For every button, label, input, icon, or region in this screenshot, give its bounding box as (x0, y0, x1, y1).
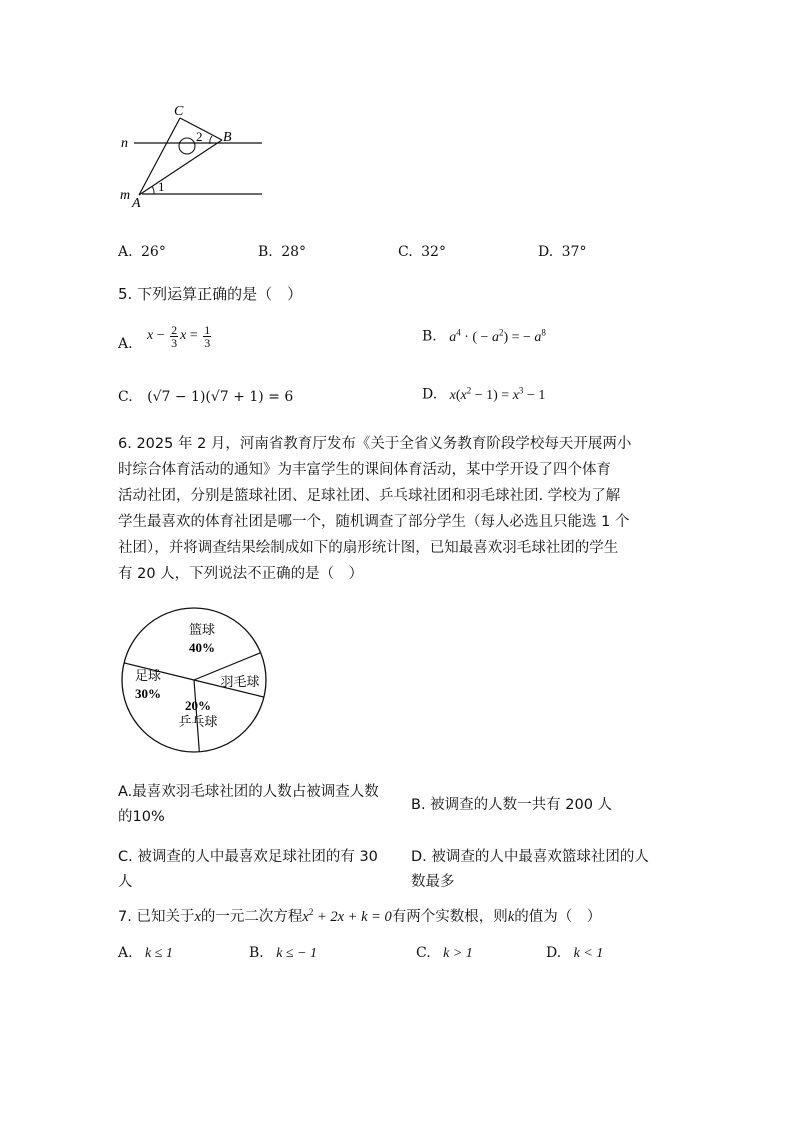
angle-mark-circle (179, 138, 195, 154)
q5-option-a[interactable] (118, 320, 213, 352)
pie-slice-percent: 40% (189, 640, 215, 655)
angle-1-arc (152, 186, 154, 194)
option-text: 26° (141, 244, 166, 260)
option-text: 37° (561, 244, 587, 260)
q6-stem-line-4: 学生最喜欢的体育社团是哪一个，随机调查了部分学生（每人必选且只能选 1 个 (118, 514, 630, 530)
expr-x2: x (180, 328, 187, 344)
fraction-two-thirds: $\frac{2}{3}$ (171, 322, 178, 350)
option-letter: C. (118, 389, 133, 405)
option-letter: A. (118, 336, 133, 352)
q6-stem-line-6: 有 20 人，下列说法不正确的是（ ） (118, 566, 364, 582)
q6-option-b[interactable]: B. 被调查的人数一共有 200 人 (411, 797, 613, 813)
expr-minus: − (153, 328, 169, 344)
label-a: A (132, 196, 141, 211)
pie-slice-name: 羽毛球 (220, 674, 260, 689)
q6-stem-line-1: 6. 2025 年 2 月，河南省教育厅发布《关于全省义务教育阶段学校每天开展两小 (118, 436, 632, 452)
pie-chart (110, 604, 280, 756)
q6-stem-line-3: 活动社团，分别是篮球社团、足球社团、乒乓球社团和羽毛球社团. 学校为了解 (118, 488, 621, 504)
q6-option-a-line-2: 的10% (118, 809, 165, 825)
q4-option-d[interactable] (538, 244, 586, 260)
q5-option-d[interactable]: D. $x(x^2 - 1) = x^3 - 1$ (422, 385, 546, 403)
q5-option-c[interactable] (118, 383, 293, 405)
option-letter: D. (546, 945, 562, 961)
pie-slice-name: 篮球 (188, 622, 216, 637)
q6-option-c-line-2: 人 (118, 874, 133, 890)
pie-slice-percent: 30% (135, 686, 161, 701)
q4-option-b[interactable] (258, 244, 306, 260)
geometry-figure (112, 100, 272, 212)
q6-option-a-line-1[interactable]: A.最喜欢羽毛球社团的人数占被调查人数 (118, 784, 379, 800)
option-text: 28° (281, 244, 307, 260)
fraction-one-third: $\frac{1}{3}$ (204, 322, 211, 350)
expr-equals: = (186, 328, 202, 344)
q4-option-a[interactable] (118, 244, 166, 260)
q5-stem: 5. 下列运算正确的是（ ） (118, 285, 303, 303)
q7-option-a[interactable] (118, 945, 173, 962)
option-letter: B. (422, 328, 437, 345)
option-letter: B. (258, 244, 273, 260)
q5-option-b[interactable]: B. $a^4$ · ( − $a^2$) = − $a^8$ (422, 327, 546, 345)
pie-slice-name: 乒乓球 (178, 714, 218, 729)
option-letter: D. (538, 244, 554, 260)
label-b: B (223, 130, 232, 145)
q7-option-c[interactable] (416, 945, 473, 962)
option-expr: k > 1 (443, 946, 473, 961)
option-letter: A. (118, 945, 133, 961)
q7-stem: 7. 已知关于x的一元二次方程$x^2 + 2x + k = 0$有两个实数根，则k的值为（ ） (118, 907, 602, 925)
q6-stem-line-5: 社团），并将调查结果绘制成如下的扇形统计图，已知最喜欢羽毛球社团的学生 (118, 540, 619, 556)
q6-stem-line-2: 时综合体育活动的通知》为丰富学生的课间体育活动，某中学开设了四个体育 (118, 462, 611, 478)
option-expr: k ≤ − 1 (276, 946, 318, 961)
q6-option-d-line-2: 数最多 (411, 874, 455, 890)
label-c: C (174, 104, 184, 119)
q6-option-d-line-1[interactable]: D. 被调查的人中最喜欢篮球社团的人 (411, 849, 649, 865)
pie-slice-percent: 20% (185, 698, 211, 713)
option-letter: C. (416, 945, 431, 961)
pie-slice-name: 足球 (134, 668, 162, 683)
segment-ab (139, 140, 222, 195)
q6-option-c-line-1[interactable]: C. 被调查的人中最喜欢足球社团的有 30 (118, 849, 378, 865)
label-m: m (120, 188, 131, 203)
option-text: 32° (421, 244, 446, 260)
label-n: n (121, 136, 128, 151)
label-angle-1: 1 (158, 179, 165, 194)
option-letter: D. (422, 386, 438, 403)
option-expr: k ≤ 1 (145, 946, 173, 961)
expr-root-product: (√7 − 1)(√7 + 1) = 6 (147, 389, 294, 405)
option-letter: C. (398, 244, 413, 260)
expr-x: x (147, 328, 154, 344)
q7-option-d[interactable] (546, 945, 603, 962)
option-letter: B. (249, 945, 264, 961)
q7-option-b[interactable] (249, 945, 317, 962)
label-angle-2: 2 (196, 129, 203, 144)
option-expr: k < 1 (573, 946, 604, 961)
q4-option-c[interactable] (398, 244, 446, 260)
option-letter: A. (118, 244, 133, 260)
